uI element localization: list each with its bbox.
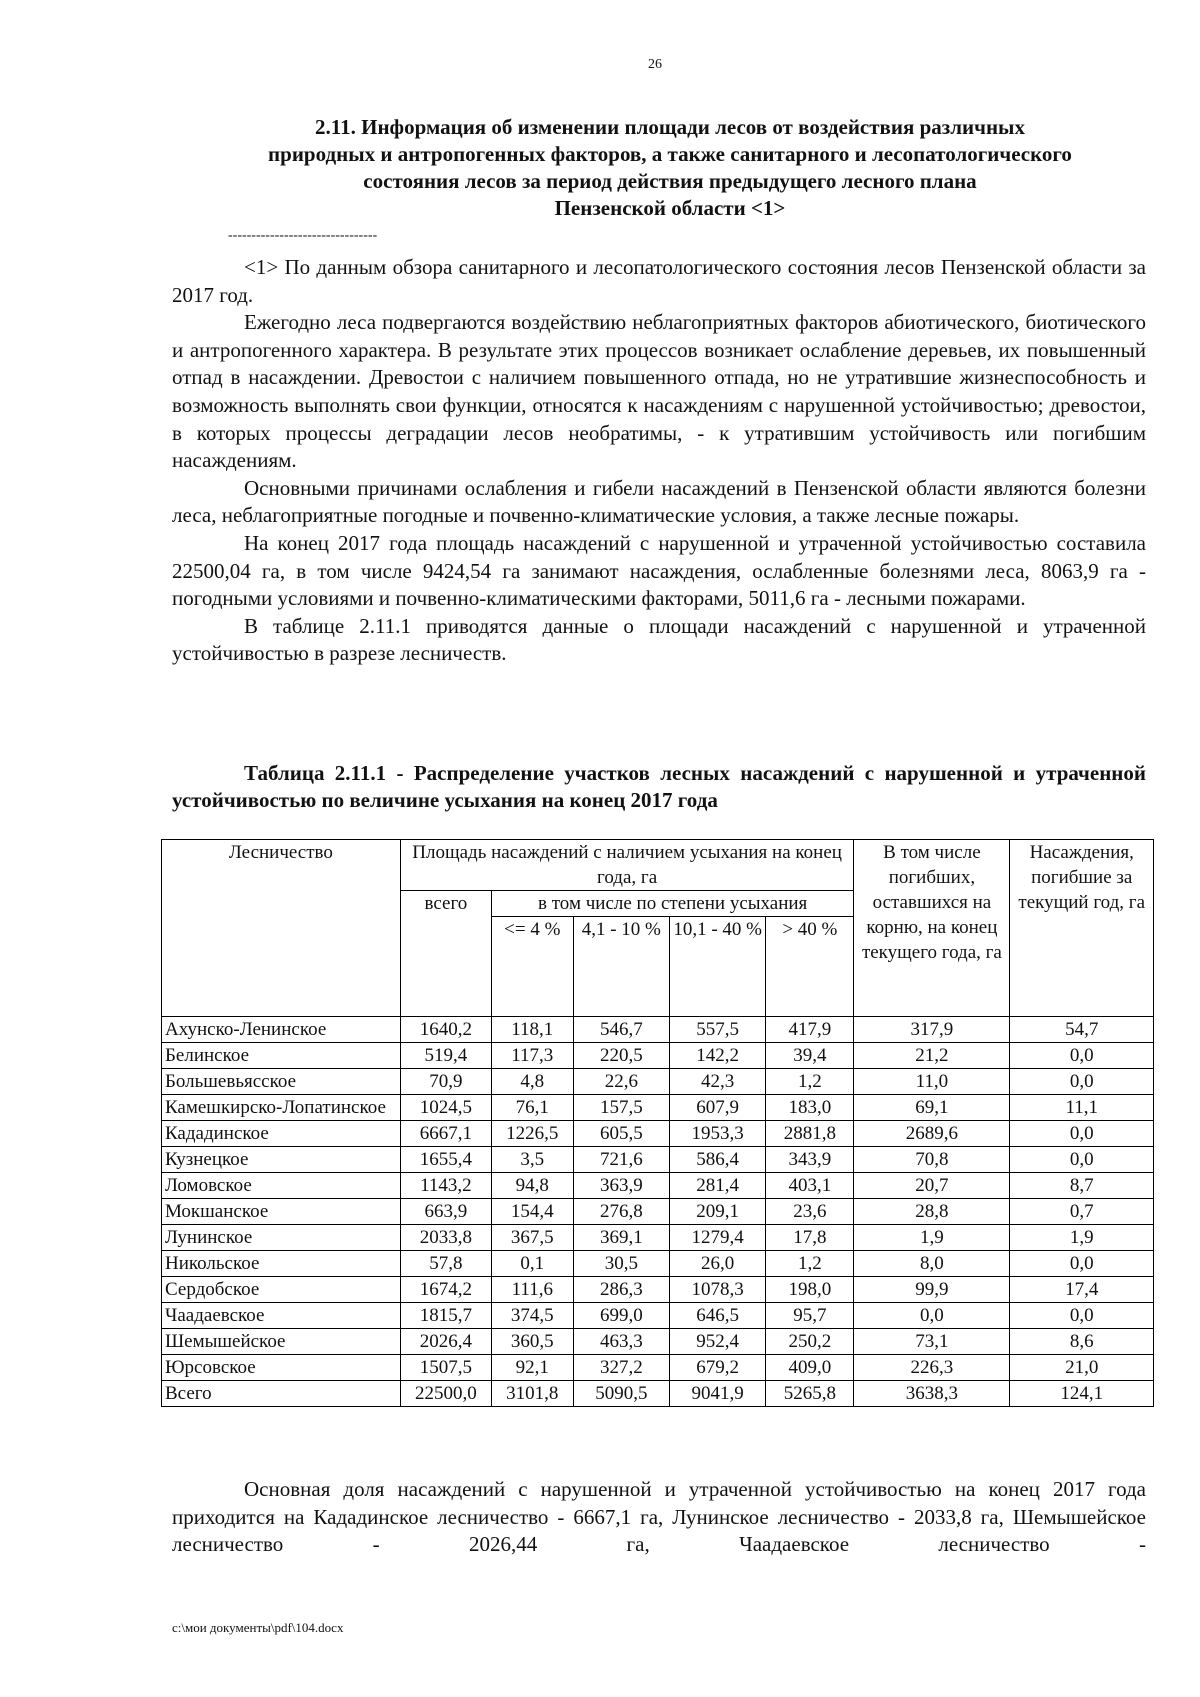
value-cell: 2033,8 [400,1225,491,1251]
section-title [170,114,1170,222]
forestry-name-cell: Чаадаевское [162,1303,401,1329]
value-cell: 17,4 [1010,1277,1154,1303]
value-cell: 1,2 [766,1069,854,1095]
value-cell: 11,0 [854,1069,1010,1095]
value-cell: 22,6 [573,1069,669,1095]
value-cell: 2026,4 [400,1329,491,1355]
value-cell: 1,9 [854,1225,1010,1251]
value-cell: 5265,8 [766,1381,854,1407]
value-cell: 8,0 [854,1251,1010,1277]
value-cell: 1024,5 [400,1095,491,1121]
header-total: всего [400,891,491,1017]
value-cell: 11,1 [1010,1095,1154,1121]
value-cell: 721,6 [573,1147,669,1173]
table-row [162,1251,1154,1277]
value-cell: 369,1 [573,1225,669,1251]
value-cell: 5090,5 [573,1381,669,1407]
value-cell: 154,4 [491,1199,573,1225]
header-forestry: Лесничество [162,840,401,1017]
value-cell: 70,8 [854,1147,1010,1173]
forestry-name-cell: Большевьясское [162,1069,401,1095]
value-cell: 557,5 [670,1017,766,1043]
value-cell: 4,8 [491,1069,573,1095]
value-cell: 1078,3 [670,1277,766,1303]
value-cell: 124,1 [1010,1381,1154,1407]
footnote-paragraph: <1> По данным обзора санитарного и лесопатологического состояния лесов Пензенской области за 2017 год. [172,255,1146,307]
value-cell: 117,3 [491,1043,573,1069]
value-cell: 605,5 [573,1121,669,1147]
header-degree-2: 4,1 - 10 % [573,917,669,1017]
value-cell: 546,7 [573,1017,669,1043]
value-cell: 1226,5 [491,1121,573,1147]
value-cell: 17,8 [766,1225,854,1251]
forestry-name-cell: Сердобское [162,1277,401,1303]
value-cell: 1640,2 [400,1017,491,1043]
value-cell: 586,4 [670,1147,766,1173]
value-cell: 0,0 [1010,1121,1154,1147]
table-row [162,1355,1154,1381]
value-cell: 22500,0 [400,1381,491,1407]
value-cell: 607,9 [670,1095,766,1121]
header-dead-current: Насаждения, погибшие за текущий год, га [1010,840,1154,1017]
value-cell: 663,9 [400,1199,491,1225]
footnote-rule: -------------------------------- [228,228,378,243]
value-cell: 21,0 [1010,1355,1154,1381]
value-cell: 374,5 [491,1303,573,1329]
forestry-name-cell: Никольское [162,1251,401,1277]
table-row [162,1069,1154,1095]
value-cell: 94,8 [491,1173,573,1199]
title-line: 2.11. Информация об изменении площади лесов от воздействия различных [315,115,1025,139]
body-paragraph: Основными причинами ослабления и гибели насаждений в Пензенской области являются болезни леса, неблагоприятные погодные и почвенно-климатические условия, а также лесные пожары. [172,475,1146,528]
body-text [172,254,1146,668]
value-cell: 8,7 [1010,1173,1154,1199]
value-cell: 952,4 [670,1329,766,1355]
value-cell: 0,0 [854,1303,1010,1329]
header-dead-standing: В том числе погибших, оставшихся на корню, на конец текущего года, га [854,840,1010,1017]
value-cell: 0,0 [1010,1069,1154,1095]
value-cell: 39,4 [766,1043,854,1069]
value-cell: 1143,2 [400,1173,491,1199]
value-cell: 360,5 [491,1329,573,1355]
value-cell: 1507,5 [400,1355,491,1381]
value-cell: 118,1 [491,1017,573,1043]
forestry-name-cell: Кададинское [162,1121,401,1147]
value-cell: 0,1 [491,1251,573,1277]
value-cell: 679,2 [670,1355,766,1381]
value-cell: 20,7 [854,1173,1010,1199]
forestry-name-cell: Белинское [162,1043,401,1069]
value-cell: 42,3 [670,1069,766,1095]
table-row [162,1043,1154,1069]
value-cell: 76,1 [491,1095,573,1121]
value-cell: 403,1 [766,1173,854,1199]
forestry-name-cell: Ахунско-Ленинское [162,1017,401,1043]
table-row [162,1173,1154,1199]
value-cell: 111,6 [491,1277,573,1303]
table-row [162,1381,1154,1407]
value-cell: 95,7 [766,1303,854,1329]
table-row [162,1199,1154,1225]
value-cell: 70,9 [400,1069,491,1095]
value-cell: 157,5 [573,1095,669,1121]
table-row [162,1017,1154,1043]
footer-file-path: c:\мои документы\pdf\104.docx [172,1620,344,1635]
value-cell: 23,6 [766,1199,854,1225]
value-cell: 646,5 [670,1303,766,1329]
forestry-name-cell: Камешкирско-Лопатинское [162,1095,401,1121]
value-cell: 367,5 [491,1225,573,1251]
value-cell: 1655,4 [400,1147,491,1173]
value-cell: 73,1 [854,1329,1010,1355]
table-row [162,1277,1154,1303]
value-cell: 0,0 [1010,1251,1154,1277]
value-cell: 99,9 [854,1277,1010,1303]
value-cell: 92,1 [491,1355,573,1381]
value-cell: 226,3 [854,1355,1010,1381]
value-cell: 1815,7 [400,1303,491,1329]
value-cell: 276,8 [573,1199,669,1225]
forestry-name-cell: Мокшанское [162,1199,401,1225]
value-cell: 417,9 [766,1017,854,1043]
value-cell: 519,4 [400,1043,491,1069]
value-cell: 8,6 [1010,1329,1154,1355]
value-cell: 0,0 [1010,1043,1154,1069]
body-paragraph: В таблице 2.11.1 приводятся данные о площади насаждений с нарушенной и утраченной устойчивостью в разрезе лесничеств. [172,613,1146,666]
value-cell: 2881,8 [766,1121,854,1147]
title-line: Пензенской области <1> [554,196,786,220]
value-cell: 3101,8 [491,1381,573,1407]
value-cell: 30,5 [573,1251,669,1277]
value-cell: 28,8 [854,1199,1010,1225]
header-degree-4: > 40 % [766,917,854,1017]
value-cell: 220,5 [573,1043,669,1069]
forestry-name-cell: Юрсовское [162,1355,401,1381]
table-caption: Таблица 2.11.1 - Распределение участков лесных насаждений с нарушенной и утраченной устойчивостью по величине усыхания на конец 2017 года [172,761,1146,812]
value-cell: 26,0 [670,1251,766,1277]
forestry-name-cell: Кузнецкое [162,1147,401,1173]
value-cell: 2689,6 [854,1121,1010,1147]
value-cell: 21,2 [854,1043,1010,1069]
value-cell: 0,7 [1010,1199,1154,1225]
table-body [162,1017,1154,1407]
value-cell: 3,5 [491,1147,573,1173]
value-cell: 198,0 [766,1277,854,1303]
value-cell: 327,2 [573,1355,669,1381]
value-cell: 1,9 [1010,1225,1154,1251]
value-cell: 209,1 [670,1199,766,1225]
value-cell: 57,8 [400,1251,491,1277]
value-cell: 6667,1 [400,1121,491,1147]
value-cell: 363,9 [573,1173,669,1199]
value-cell: 343,9 [766,1147,854,1173]
page-number: 26 [648,57,662,72]
header-by-degree: в том числе по степени усыхания [491,891,853,917]
forest-damage-table [161,839,1154,1407]
title-line: состояния лесов за период действия предыдущего лесного плана [363,169,977,193]
value-cell: 142,2 [670,1043,766,1069]
table-row [162,1095,1154,1121]
value-cell: 9041,9 [670,1381,766,1407]
value-cell: 1279,4 [670,1225,766,1251]
forestry-name-cell: Лунинское [162,1225,401,1251]
value-cell: 1,2 [766,1251,854,1277]
value-cell: 317,9 [854,1017,1010,1043]
header-degree-3: 10,1 - 40 % [670,917,766,1017]
closing-text [172,1476,1146,1559]
table-row [162,1303,1154,1329]
table-row [162,1225,1154,1251]
value-cell: 250,2 [766,1329,854,1355]
value-cell: 281,4 [670,1173,766,1199]
header-area-group: Площадь насаждений с наличием усыхания на конец года, га [400,840,854,891]
table-row [162,1147,1154,1173]
value-cell: 69,1 [854,1095,1010,1121]
header-degree-1: <= 4 % [491,917,573,1017]
value-cell: 699,0 [573,1303,669,1329]
closing-paragraph: Основная доля насаждений с нарушенной и утраченной устойчивостью на конец 2017 года приходится на Кададинское лесничество - 6667,1 га, Лунинское лесничество - 2033,8 га, Шемышейское лесничество - 2026,44 га, Чаадаевское лесничество - [172,1477,1146,1557]
forestry-name-cell: Ломовское [162,1173,401,1199]
table-row [162,1329,1154,1355]
value-cell: 0,0 [1010,1303,1154,1329]
table-row [162,1121,1154,1147]
body-paragraph: Ежегодно леса подвергаются воздействию неблагоприятных факторов абиотического, биотического и антропогенного характера. В результате этих процессов возникает ослабление деревьев, их повышенный отпад в насаждении. Древостои с наличием повышенного отпада, но не утратившие жизнеспособность и возможность выполнять свои функции, относятся к насаждениям с нарушенной устойчивостью; древостои, в которых процессы деградации лесов необратимы, - к утратившим устойчивость или погибшим насаждениям. [172,310,1146,473]
value-cell: 1953,3 [670,1121,766,1147]
value-cell: 183,0 [766,1095,854,1121]
title-line: природных и антропогенных факторов, а также санитарного и лесопатологического [268,142,1072,166]
value-cell: 54,7 [1010,1017,1154,1043]
body-paragraph: На конец 2017 года площадь насаждений с нарушенной и утраченной устойчивостью составила 22500,04 га, в том числе 9424,54 га занимают насаждения, ослабленные болезнями леса, 8063,9 га - погодными условиями и почвенно-климатическими факторами, 5011,6 га - лесными пожарами. [172,530,1146,611]
value-cell: 286,3 [573,1277,669,1303]
forestry-name-cell: Шемышейское [162,1329,401,1355]
forestry-name-cell: Всего [162,1381,401,1407]
value-cell: 409,0 [766,1355,854,1381]
value-cell: 1674,2 [400,1277,491,1303]
value-cell: 3638,3 [854,1381,1010,1407]
value-cell: 0,0 [1010,1147,1154,1173]
value-cell: 463,3 [573,1329,669,1355]
